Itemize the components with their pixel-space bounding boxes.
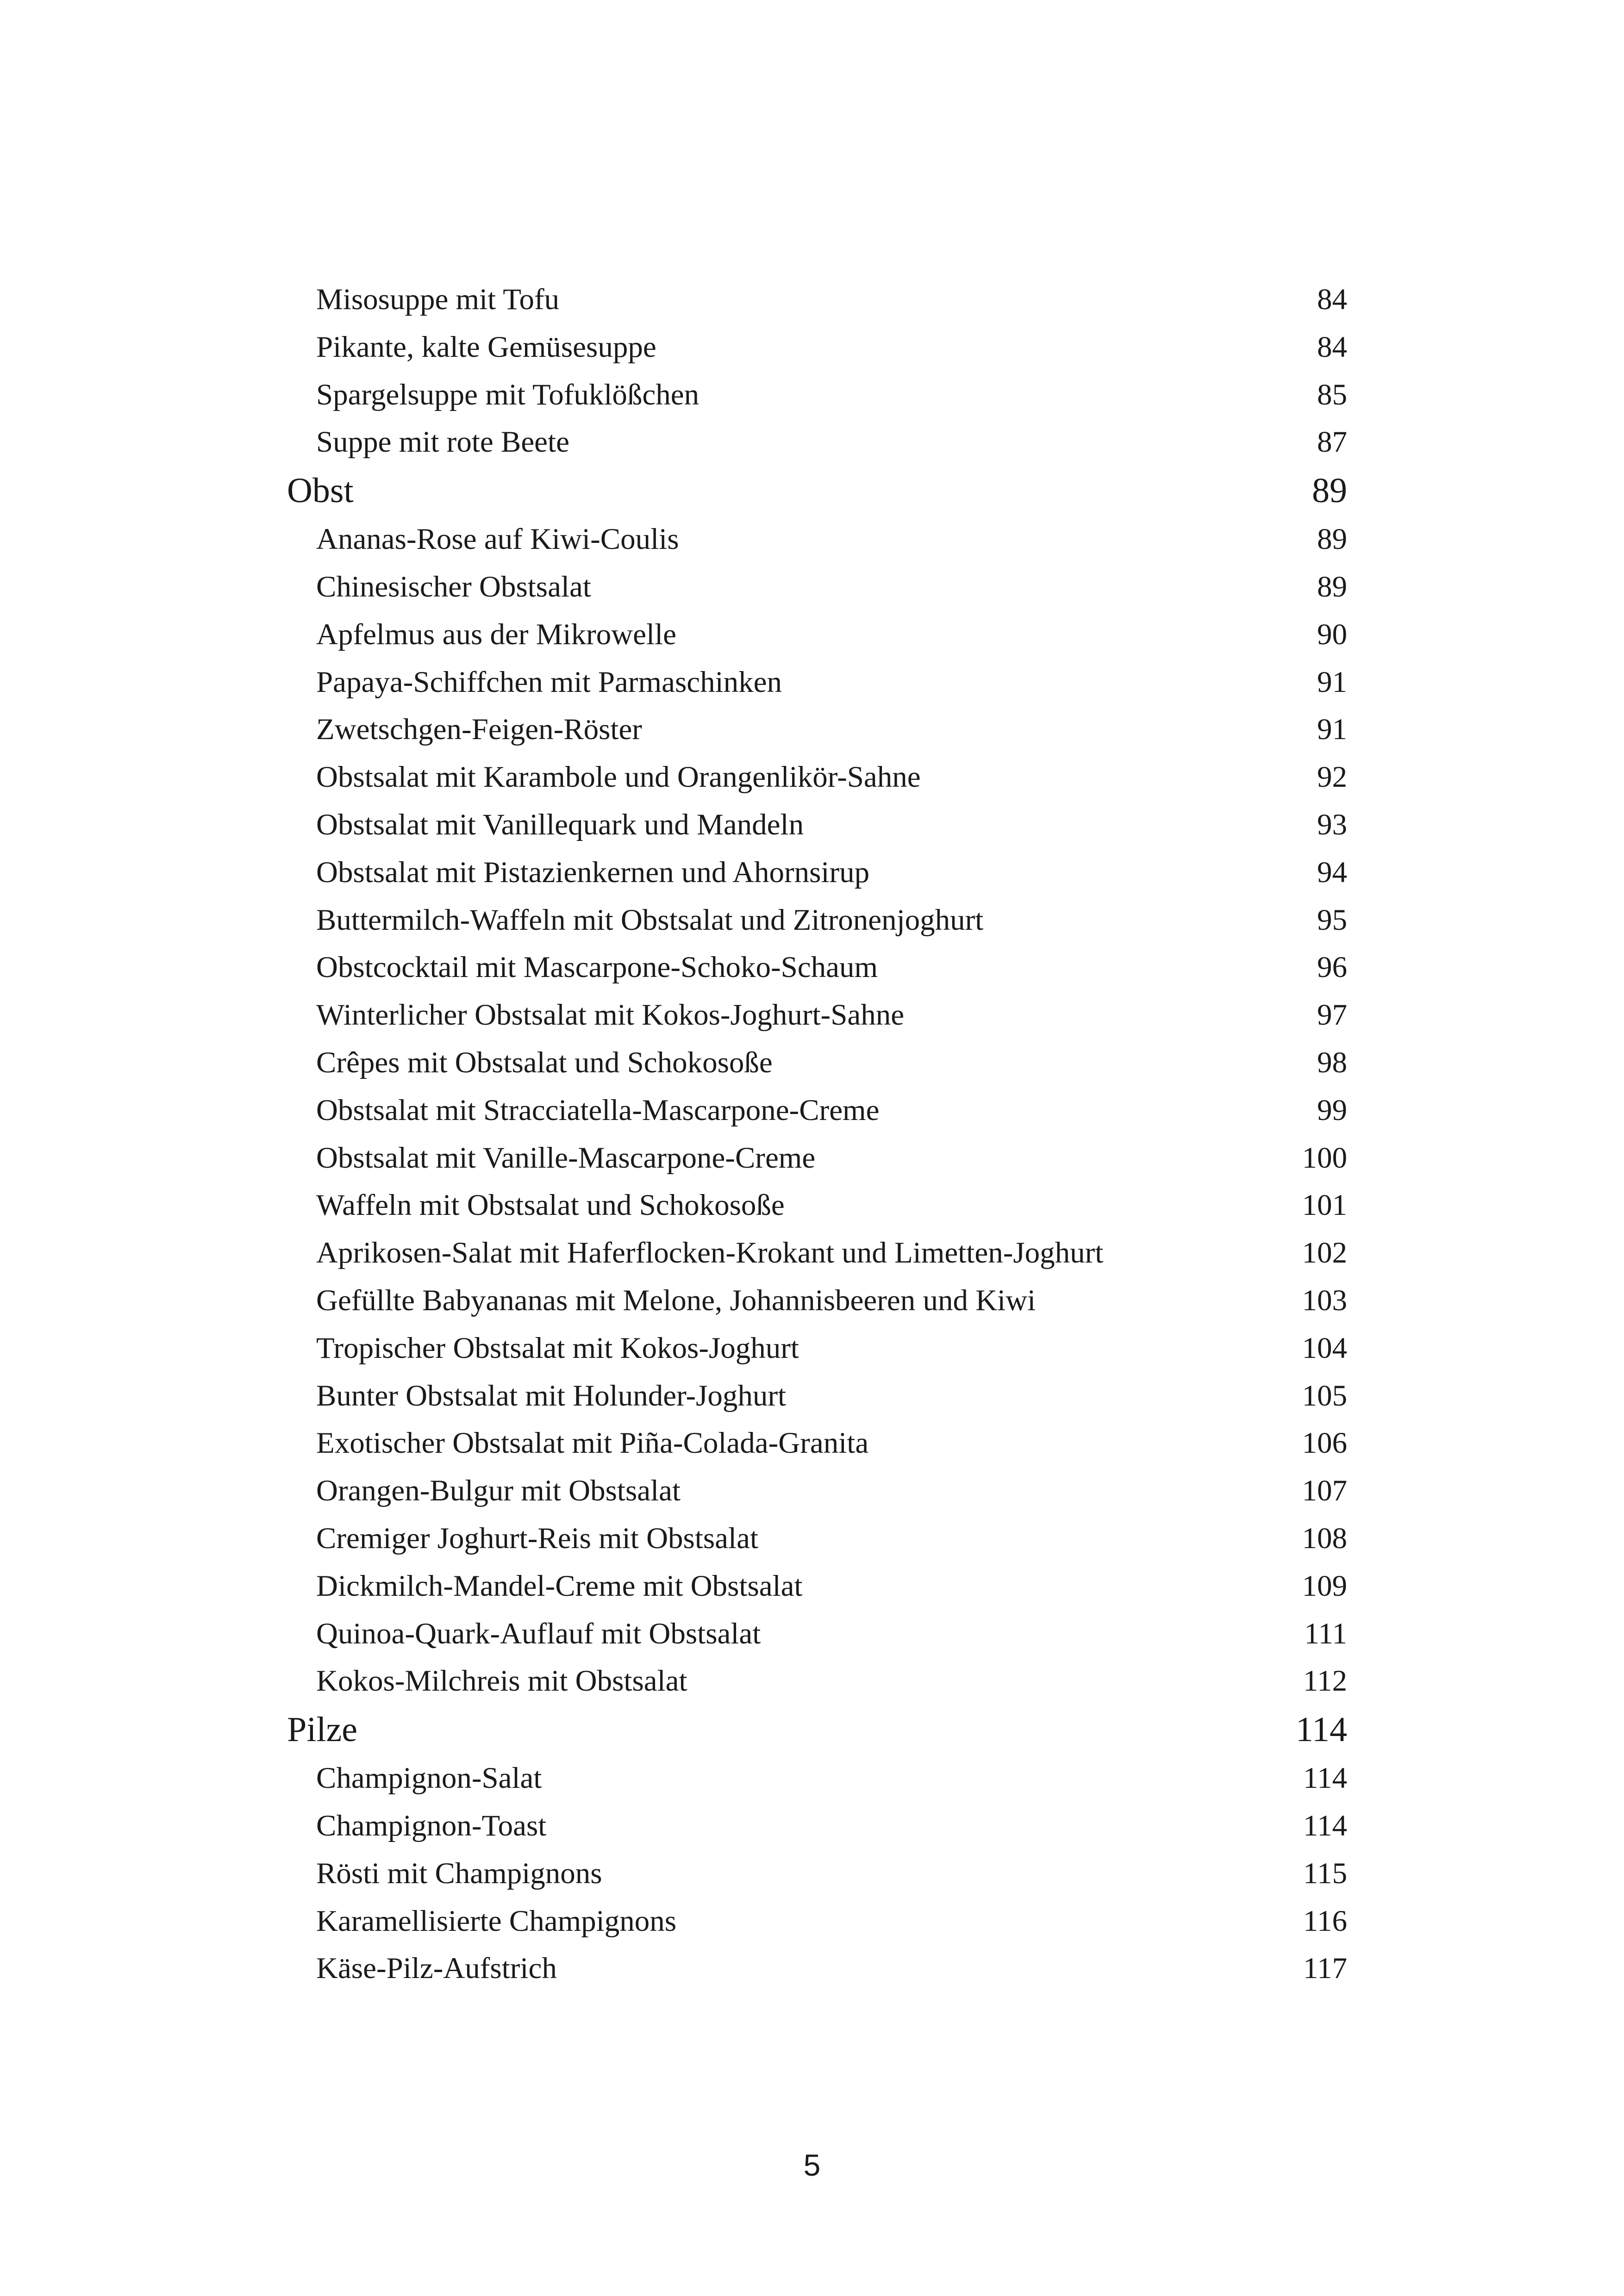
toc-entry-title: Obstsalat mit Vanillequark und Mandeln [316, 808, 804, 841]
toc-entry[interactable] [287, 1755, 1347, 1802]
toc-entry-title: Obstcocktail mit Mascarpone-Schoko-Schaum [316, 951, 878, 984]
toc-entry[interactable] [287, 1898, 1347, 1945]
toc-entry[interactable] [287, 659, 1347, 706]
toc-entry[interactable] [287, 1087, 1347, 1134]
toc-entry-page-number: 114 [1303, 1761, 1347, 1795]
toc-entry-title: Apfelmus aus der Mikrowelle [316, 617, 677, 651]
toc-section-heading[interactable] [287, 466, 1347, 516]
toc-entry[interactable] [287, 753, 1347, 801]
toc-entry-page-number: 85 [1317, 378, 1347, 411]
toc-entry[interactable] [287, 1562, 1347, 1610]
toc-entry-page-number: 114 [1303, 1809, 1347, 1842]
toc-entry-page-number: 107 [1302, 1474, 1347, 1508]
toc-entry[interactable] [287, 706, 1347, 753]
toc-entry[interactable] [287, 991, 1347, 1039]
toc-entry-title: Aprikosen-Salat mit Haferflocken-Krokant und Limetten-Joghurt [316, 1236, 1104, 1270]
toc-entry-title: Rösti mit Champignons [316, 1856, 602, 1890]
toc-entry-page-number: 103 [1302, 1283, 1347, 1317]
toc-entry-page-number: 100 [1302, 1141, 1347, 1175]
toc-section-title: Pilze [287, 1710, 357, 1749]
toc-entry-page-number: 117 [1303, 1952, 1347, 1985]
toc-entry-page-number: 91 [1317, 713, 1347, 747]
toc-section-page-number: 114 [1295, 1710, 1347, 1749]
toc-entry[interactable] [287, 563, 1347, 611]
toc-entry-title: Chinesischer Obstsalat [316, 570, 591, 604]
toc-entry-page-number: 97 [1317, 998, 1347, 1032]
toc-entry-page-number: 89 [1317, 570, 1347, 604]
toc-section-heading[interactable] [287, 1705, 1347, 1755]
toc-entry[interactable] [287, 1802, 1347, 1850]
toc-entry[interactable] [287, 1610, 1347, 1658]
toc-entry-title: Exotischer Obstsalat mit Piña-Colada-Granita [316, 1426, 869, 1460]
toc-entry[interactable] [287, 1945, 1347, 1992]
toc-entry-page-number: 104 [1302, 1331, 1347, 1365]
toc-entry[interactable] [287, 324, 1347, 371]
toc-entry[interactable] [287, 1850, 1347, 1898]
toc-entry-title: Champignon-Toast [316, 1809, 547, 1842]
toc-entry[interactable] [287, 1372, 1347, 1420]
toc-entry[interactable] [287, 611, 1347, 659]
toc-entry-title: Champignon-Salat [316, 1761, 542, 1795]
toc-entry-page-number: 112 [1303, 1664, 1347, 1698]
toc-entry[interactable] [287, 1229, 1347, 1277]
toc-entry[interactable] [287, 801, 1347, 849]
toc-entry-title: Zwetschgen-Feigen-Röster [316, 713, 642, 747]
toc-entry-title: Orangen-Bulgur mit Obstsalat [316, 1474, 681, 1508]
toc-entry[interactable] [287, 1467, 1347, 1515]
toc-entry-title: Dickmilch-Mandel-Creme mit Obstsalat [316, 1569, 803, 1603]
toc-entry-page-number: 92 [1317, 760, 1347, 794]
toc-entry[interactable] [287, 1134, 1347, 1182]
toc-entry-title: Quinoa-Quark-Auflauf mit Obstsalat [316, 1617, 761, 1650]
toc-entry-page-number: 105 [1302, 1379, 1347, 1412]
toc-section-page-number: 89 [1312, 471, 1347, 510]
toc-entry-title: Obstsalat mit Karambole und Orangenlikör-Sahne [316, 760, 921, 794]
toc-entry-page-number: 99 [1317, 1093, 1347, 1127]
toc-entry-page-number: 98 [1317, 1045, 1347, 1079]
toc-entry[interactable] [287, 849, 1347, 896]
toc-entry-page-number: 84 [1317, 330, 1347, 364]
toc-entry-title: Cremiger Joghurt-Reis mit Obstsalat [316, 1521, 759, 1555]
toc-entry[interactable] [287, 516, 1347, 563]
toc-entry-page-number: 87 [1317, 425, 1347, 459]
toc-entry[interactable] [287, 371, 1347, 419]
toc-entry-page-number: 116 [1303, 1904, 1347, 1938]
toc-entry[interactable] [287, 276, 1347, 324]
toc-entry-page-number: 95 [1317, 903, 1347, 937]
toc-entry-page-number: 115 [1303, 1856, 1347, 1890]
toc-entry-title: Winterlicher Obstsalat mit Kokos-Joghurt-Sahne [316, 998, 905, 1032]
toc-entry-title: Ananas-Rose auf Kiwi-Coulis [316, 523, 679, 556]
toc-entry[interactable] [287, 1657, 1347, 1705]
toc-entry[interactable] [287, 896, 1347, 944]
toc-entry[interactable] [287, 944, 1347, 991]
toc-entry-title: Kokos-Milchreis mit Obstsalat [316, 1664, 687, 1698]
toc-entry-page-number: 84 [1317, 283, 1347, 316]
toc-entry[interactable] [287, 1039, 1347, 1087]
toc-entry-page-number: 90 [1317, 617, 1347, 651]
toc-entry-page-number: 89 [1317, 523, 1347, 556]
toc-entry-title: Spargelsuppe mit Tofuklößchen [316, 378, 700, 411]
table-of-contents [287, 276, 1347, 1992]
toc-entry[interactable] [287, 1325, 1347, 1372]
toc-entry-page-number: 91 [1317, 665, 1347, 699]
toc-entry[interactable] [287, 1419, 1347, 1467]
toc-section-title: Obst [287, 471, 354, 510]
toc-entry-title: Obstsalat mit Pistazienkernen und Ahornsirup [316, 855, 870, 889]
toc-entry-page-number: 111 [1304, 1617, 1347, 1650]
toc-entry-page-number: 94 [1317, 855, 1347, 889]
toc-entry-title: Pikante, kalte Gemüsesuppe [316, 330, 656, 364]
toc-entry-title: Tropischer Obstsalat mit Kokos-Joghurt [316, 1331, 799, 1365]
toc-entry-title: Käse-Pilz-Aufstrich [316, 1952, 557, 1985]
toc-entry-title: Gefüllte Babyananas mit Melone, Johannisbeeren und Kiwi [316, 1283, 1036, 1317]
toc-entry-title: Buttermilch-Waffeln mit Obstsalat und Zitronenjoghurt [316, 903, 984, 937]
toc-entry-title: Suppe mit rote Beete [316, 425, 569, 459]
toc-entry[interactable] [287, 418, 1347, 466]
toc-entry[interactable] [287, 1182, 1347, 1229]
toc-entry-title: Misosuppe mit Tofu [316, 283, 560, 316]
toc-entry-title: Crêpes mit Obstsalat und Schokosoße [316, 1045, 773, 1079]
toc-entry-page-number: 106 [1302, 1426, 1347, 1460]
toc-entry-page-number: 101 [1302, 1188, 1347, 1222]
toc-entry-title: Obstsalat mit Stracciatella-Mascarpone-Creme [316, 1093, 880, 1127]
toc-entry-page-number: 109 [1302, 1569, 1347, 1603]
toc-entry-page-number: 102 [1302, 1236, 1347, 1270]
toc-entry-title: Obstsalat mit Vanille-Mascarpone-Creme [316, 1141, 816, 1175]
toc-entry[interactable] [287, 1515, 1347, 1562]
toc-entry-page-number: 96 [1317, 951, 1347, 984]
toc-entry-title: Waffeln mit Obstsalat und Schokosoße [316, 1188, 785, 1222]
toc-entry-page-number: 108 [1302, 1521, 1347, 1555]
toc-entry-page-number: 93 [1317, 808, 1347, 841]
toc-entry-title: Karamellisierte Champignons [316, 1904, 677, 1938]
toc-entry[interactable] [287, 1277, 1347, 1325]
toc-entry-title: Papaya-Schiffchen mit Parmaschinken [316, 665, 782, 699]
toc-entry-title: Bunter Obstsalat mit Holunder-Joghurt [316, 1379, 787, 1412]
page-number: 5 [803, 2148, 821, 2182]
